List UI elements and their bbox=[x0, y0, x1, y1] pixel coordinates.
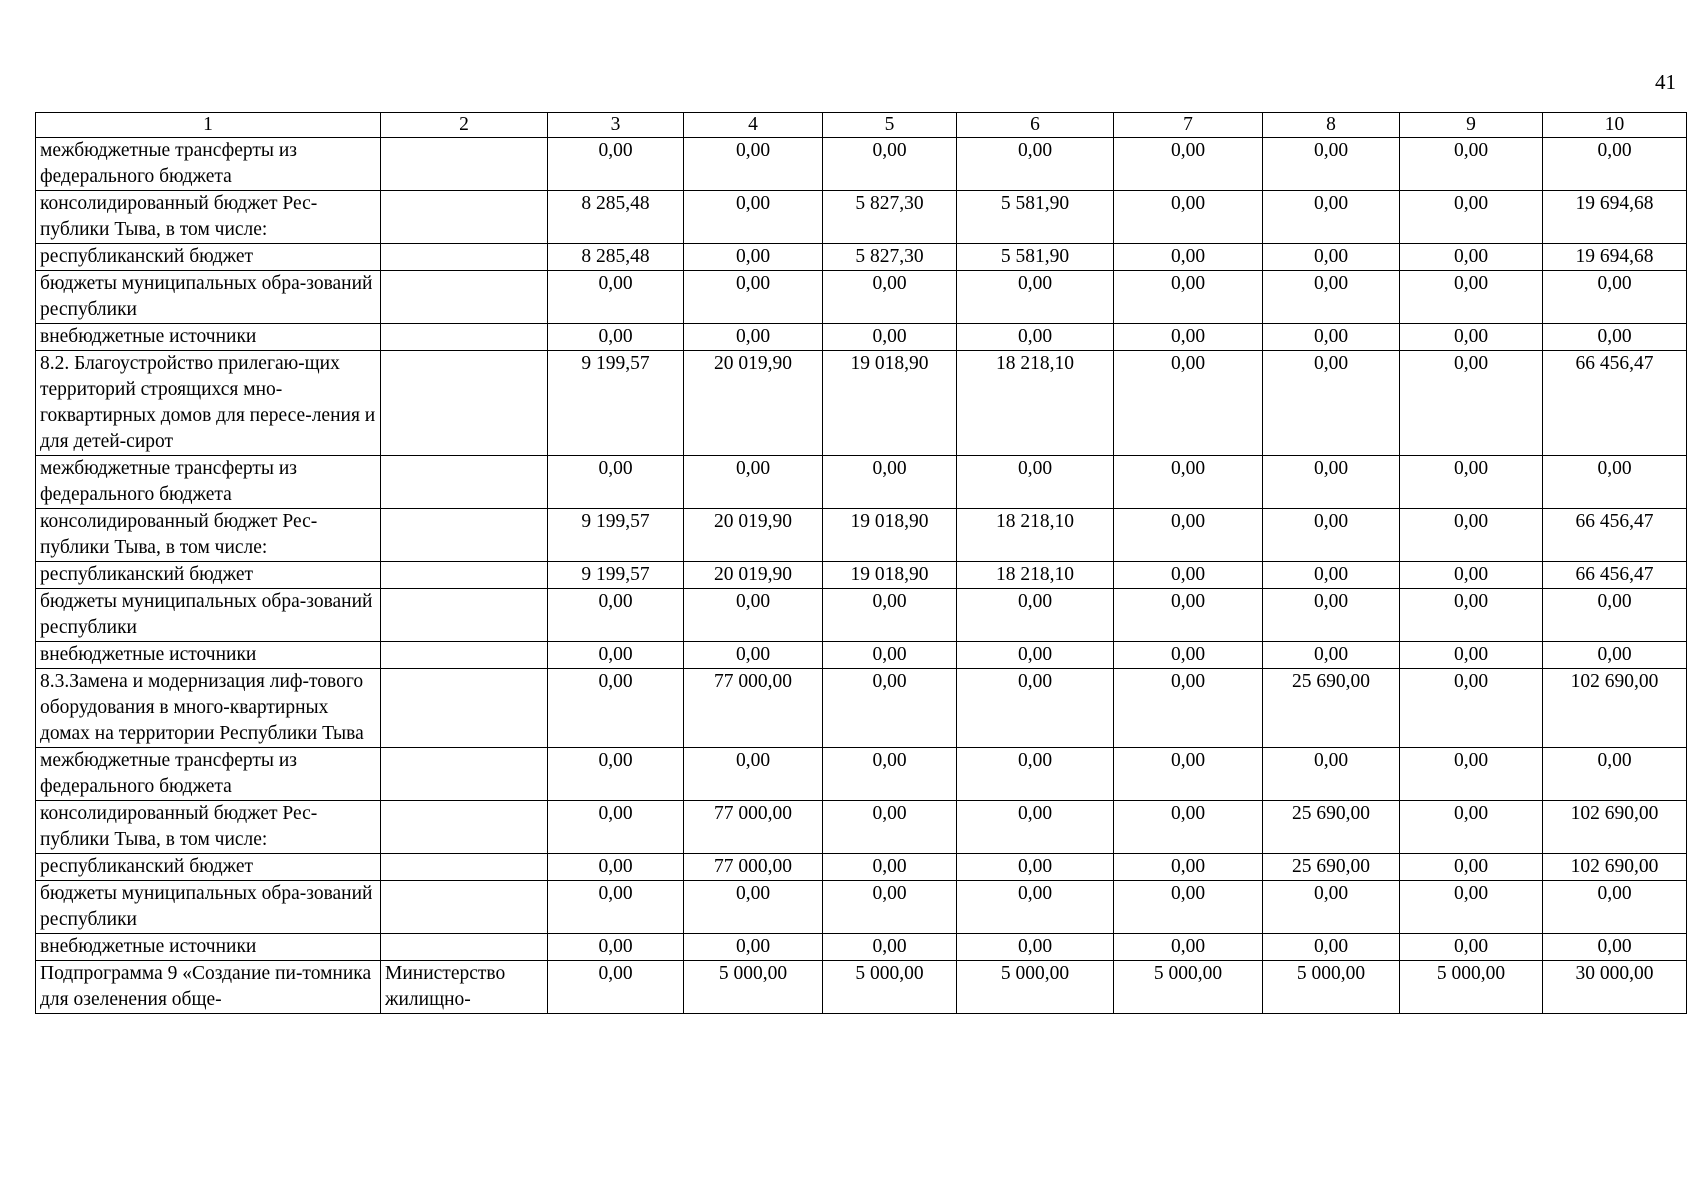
value-cell: 0,00 bbox=[1114, 562, 1263, 589]
value-cell: 0,00 bbox=[684, 642, 823, 669]
value-cell: 0,00 bbox=[1543, 324, 1687, 351]
header-row bbox=[36, 113, 1687, 138]
value-cell: 0,00 bbox=[1263, 934, 1400, 961]
row-label: консолидированный бюджет Рес-публики Тыва, в том числе: bbox=[36, 801, 381, 854]
responsible-executor bbox=[381, 881, 548, 934]
page-number: 41 bbox=[1655, 70, 1676, 94]
value-cell: 77 000,00 bbox=[684, 669, 823, 748]
column-header: 5 bbox=[823, 113, 957, 138]
value-cell: 0,00 bbox=[1543, 642, 1687, 669]
column-header: 8 bbox=[1263, 113, 1400, 138]
responsible-executor bbox=[381, 934, 548, 961]
value-cell: 0,00 bbox=[823, 324, 957, 351]
value-cell: 0,00 bbox=[1400, 642, 1543, 669]
value-cell: 0,00 bbox=[548, 642, 684, 669]
column-header: 1 bbox=[36, 113, 381, 138]
value-cell: 0,00 bbox=[957, 456, 1114, 509]
value-cell: 0,00 bbox=[1400, 854, 1543, 881]
row-label: межбюджетные трансферты из федерального бюджета bbox=[36, 456, 381, 509]
value-cell: 0,00 bbox=[548, 748, 684, 801]
value-cell: 0,00 bbox=[1400, 748, 1543, 801]
value-cell: 0,00 bbox=[823, 456, 957, 509]
row-label: консолидированный бюджет Рес-публики Тыва, в том числе: bbox=[36, 191, 381, 244]
value-cell: 9 199,57 bbox=[548, 562, 684, 589]
value-cell: 0,00 bbox=[1114, 138, 1263, 191]
table-row bbox=[36, 801, 1687, 854]
value-cell: 0,00 bbox=[1543, 748, 1687, 801]
value-cell: 0,00 bbox=[684, 324, 823, 351]
value-cell: 5 000,00 bbox=[1114, 961, 1263, 1014]
row-label: внебюджетные источники bbox=[36, 642, 381, 669]
value-cell: 5 000,00 bbox=[1400, 961, 1543, 1014]
value-cell: 0,00 bbox=[957, 271, 1114, 324]
row-label: межбюджетные трансферты из федерального бюджета bbox=[36, 138, 381, 191]
responsible-executor bbox=[381, 854, 548, 881]
value-cell: 0,00 bbox=[1543, 881, 1687, 934]
value-cell: 5 000,00 bbox=[823, 961, 957, 1014]
value-cell: 0,00 bbox=[823, 854, 957, 881]
value-cell: 66 456,47 bbox=[1543, 351, 1687, 456]
table-row bbox=[36, 562, 1687, 589]
value-cell: 66 456,47 bbox=[1543, 509, 1687, 562]
value-cell: 0,00 bbox=[684, 271, 823, 324]
value-cell: 8 285,48 bbox=[548, 191, 684, 244]
value-cell: 0,00 bbox=[1114, 881, 1263, 934]
value-cell: 0,00 bbox=[1400, 456, 1543, 509]
value-cell: 0,00 bbox=[1400, 801, 1543, 854]
value-cell: 0,00 bbox=[957, 801, 1114, 854]
value-cell: 0,00 bbox=[1263, 562, 1400, 589]
responsible-executor bbox=[381, 562, 548, 589]
value-cell: 0,00 bbox=[1400, 324, 1543, 351]
value-cell: 0,00 bbox=[684, 589, 823, 642]
responsible-executor bbox=[381, 669, 548, 748]
value-cell: 0,00 bbox=[1400, 271, 1543, 324]
value-cell: 0,00 bbox=[1114, 191, 1263, 244]
value-cell: 0,00 bbox=[1263, 191, 1400, 244]
value-cell: 66 456,47 bbox=[1543, 562, 1687, 589]
value-cell: 0,00 bbox=[684, 934, 823, 961]
value-cell: 25 690,00 bbox=[1263, 801, 1400, 854]
table-row bbox=[36, 748, 1687, 801]
value-cell: 0,00 bbox=[1543, 934, 1687, 961]
value-cell: 0,00 bbox=[823, 934, 957, 961]
table-row bbox=[36, 351, 1687, 456]
value-cell: 0,00 bbox=[957, 854, 1114, 881]
value-cell: 102 690,00 bbox=[1543, 669, 1687, 748]
value-cell: 0,00 bbox=[1114, 642, 1263, 669]
value-cell: 9 199,57 bbox=[548, 351, 684, 456]
column-header: 4 bbox=[684, 113, 823, 138]
value-cell: 5 827,30 bbox=[823, 191, 957, 244]
column-header: 2 bbox=[381, 113, 548, 138]
table-body bbox=[36, 113, 1687, 1014]
value-cell: 0,00 bbox=[548, 669, 684, 748]
responsible-executor bbox=[381, 589, 548, 642]
responsible-executor bbox=[381, 351, 548, 456]
value-cell: 0,00 bbox=[1263, 456, 1400, 509]
value-cell: 19 694,68 bbox=[1543, 191, 1687, 244]
value-cell: 30 000,00 bbox=[1543, 961, 1687, 1014]
value-cell: 0,00 bbox=[548, 801, 684, 854]
responsible-executor bbox=[381, 456, 548, 509]
value-cell: 18 218,10 bbox=[957, 509, 1114, 562]
value-cell: 0,00 bbox=[957, 138, 1114, 191]
budget-table bbox=[35, 112, 1687, 1014]
row-label: 8.3.Замена и модернизация лиф-тового оборудования в много-квартирных домах на территории Республики Тыва bbox=[36, 669, 381, 748]
value-cell: 0,00 bbox=[1263, 642, 1400, 669]
value-cell: 0,00 bbox=[684, 138, 823, 191]
value-cell: 5 581,90 bbox=[957, 244, 1114, 271]
value-cell: 0,00 bbox=[957, 669, 1114, 748]
value-cell: 0,00 bbox=[1114, 669, 1263, 748]
value-cell: 5 827,30 bbox=[823, 244, 957, 271]
value-cell: 0,00 bbox=[548, 456, 684, 509]
column-header: 10 bbox=[1543, 113, 1687, 138]
column-header: 3 bbox=[548, 113, 684, 138]
value-cell: 0,00 bbox=[684, 748, 823, 801]
table-row bbox=[36, 934, 1687, 961]
value-cell: 0,00 bbox=[957, 642, 1114, 669]
value-cell: 0,00 bbox=[1263, 881, 1400, 934]
value-cell: 18 218,10 bbox=[957, 562, 1114, 589]
value-cell: 0,00 bbox=[1263, 748, 1400, 801]
row-label: бюджеты муниципальных обра-зований республики bbox=[36, 881, 381, 934]
value-cell: 20 019,90 bbox=[684, 562, 823, 589]
value-cell: 0,00 bbox=[548, 271, 684, 324]
value-cell: 0,00 bbox=[1543, 138, 1687, 191]
value-cell: 0,00 bbox=[684, 881, 823, 934]
value-cell: 19 018,90 bbox=[823, 562, 957, 589]
value-cell: 9 199,57 bbox=[548, 509, 684, 562]
column-header: 6 bbox=[957, 113, 1114, 138]
value-cell: 0,00 bbox=[1114, 271, 1263, 324]
value-cell: 0,00 bbox=[823, 138, 957, 191]
column-header: 7 bbox=[1114, 113, 1263, 138]
value-cell: 0,00 bbox=[1400, 589, 1543, 642]
table-row bbox=[36, 244, 1687, 271]
responsible-executor: Министерство жилищно- bbox=[381, 961, 548, 1014]
value-cell: 0,00 bbox=[1543, 271, 1687, 324]
row-label: Подпрограмма 9 «Создание пи-томника для озеленения обще- bbox=[36, 961, 381, 1014]
value-cell: 5 581,90 bbox=[957, 191, 1114, 244]
value-cell: 0,00 bbox=[823, 669, 957, 748]
value-cell: 18 218,10 bbox=[957, 351, 1114, 456]
table-row bbox=[36, 138, 1687, 191]
row-label: республиканский бюджет bbox=[36, 562, 381, 589]
value-cell: 0,00 bbox=[823, 748, 957, 801]
value-cell: 19 694,68 bbox=[1543, 244, 1687, 271]
row-label: межбюджетные трансферты из федерального бюджета bbox=[36, 748, 381, 801]
value-cell: 0,00 bbox=[1263, 271, 1400, 324]
value-cell: 0,00 bbox=[823, 642, 957, 669]
value-cell: 20 019,90 bbox=[684, 351, 823, 456]
value-cell: 0,00 bbox=[1114, 456, 1263, 509]
row-label: бюджеты муниципальных обра-зований республики bbox=[36, 271, 381, 324]
value-cell: 0,00 bbox=[548, 881, 684, 934]
row-label: республиканский бюджет bbox=[36, 244, 381, 271]
value-cell: 77 000,00 bbox=[684, 854, 823, 881]
row-label: бюджеты муниципальных обра-зований республики bbox=[36, 589, 381, 642]
value-cell: 20 019,90 bbox=[684, 509, 823, 562]
value-cell: 0,00 bbox=[1114, 509, 1263, 562]
table-row bbox=[36, 509, 1687, 562]
value-cell: 0,00 bbox=[684, 191, 823, 244]
value-cell: 102 690,00 bbox=[1543, 854, 1687, 881]
table-row bbox=[36, 589, 1687, 642]
value-cell: 0,00 bbox=[1114, 934, 1263, 961]
value-cell: 0,00 bbox=[1263, 589, 1400, 642]
table-row bbox=[36, 642, 1687, 669]
value-cell: 0,00 bbox=[1400, 138, 1543, 191]
responsible-executor bbox=[381, 748, 548, 801]
table-row bbox=[36, 324, 1687, 351]
value-cell: 25 690,00 bbox=[1263, 854, 1400, 881]
value-cell: 0,00 bbox=[1263, 244, 1400, 271]
responsible-executor bbox=[381, 324, 548, 351]
value-cell: 0,00 bbox=[957, 589, 1114, 642]
value-cell: 5 000,00 bbox=[684, 961, 823, 1014]
value-cell: 0,00 bbox=[1400, 881, 1543, 934]
value-cell: 5 000,00 bbox=[1263, 961, 1400, 1014]
column-header: 9 bbox=[1400, 113, 1543, 138]
value-cell: 0,00 bbox=[548, 324, 684, 351]
row-label: республиканский бюджет bbox=[36, 854, 381, 881]
table-row bbox=[36, 961, 1687, 1014]
value-cell: 19 018,90 bbox=[823, 509, 957, 562]
value-cell: 0,00 bbox=[957, 881, 1114, 934]
value-cell: 0,00 bbox=[1114, 801, 1263, 854]
value-cell: 0,00 bbox=[823, 271, 957, 324]
value-cell: 77 000,00 bbox=[684, 801, 823, 854]
value-cell: 0,00 bbox=[1114, 854, 1263, 881]
value-cell: 0,00 bbox=[684, 456, 823, 509]
table-row bbox=[36, 456, 1687, 509]
value-cell: 0,00 bbox=[1263, 509, 1400, 562]
table-row bbox=[36, 669, 1687, 748]
table-row bbox=[36, 191, 1687, 244]
value-cell: 0,00 bbox=[1400, 669, 1543, 748]
responsible-executor bbox=[381, 138, 548, 191]
row-label: 8.2. Благоустройство прилегаю-щих территорий строящихся мно-гоквартирных домов для пересе-ления и для детей-сирот bbox=[36, 351, 381, 456]
value-cell: 0,00 bbox=[1400, 351, 1543, 456]
value-cell: 0,00 bbox=[957, 748, 1114, 801]
row-label: внебюджетные источники bbox=[36, 934, 381, 961]
value-cell: 0,00 bbox=[548, 961, 684, 1014]
row-label: внебюджетные источники bbox=[36, 324, 381, 351]
value-cell: 0,00 bbox=[1263, 324, 1400, 351]
value-cell: 0,00 bbox=[548, 138, 684, 191]
responsible-executor bbox=[381, 191, 548, 244]
value-cell: 0,00 bbox=[1400, 509, 1543, 562]
value-cell: 19 018,90 bbox=[823, 351, 957, 456]
row-label: консолидированный бюджет Рес-публики Тыва, в том числе: bbox=[36, 509, 381, 562]
responsible-executor bbox=[381, 244, 548, 271]
value-cell: 0,00 bbox=[1543, 589, 1687, 642]
value-cell: 0,00 bbox=[823, 881, 957, 934]
responsible-executor bbox=[381, 271, 548, 324]
value-cell: 25 690,00 bbox=[1263, 669, 1400, 748]
value-cell: 0,00 bbox=[823, 801, 957, 854]
value-cell: 0,00 bbox=[1400, 191, 1543, 244]
value-cell: 102 690,00 bbox=[1543, 801, 1687, 854]
value-cell: 0,00 bbox=[1114, 748, 1263, 801]
responsible-executor bbox=[381, 509, 548, 562]
value-cell: 0,00 bbox=[1400, 934, 1543, 961]
value-cell: 0,00 bbox=[1263, 138, 1400, 191]
value-cell: 0,00 bbox=[1400, 562, 1543, 589]
value-cell: 8 285,48 bbox=[548, 244, 684, 271]
table-row bbox=[36, 881, 1687, 934]
value-cell: 0,00 bbox=[1543, 456, 1687, 509]
table-row bbox=[36, 271, 1687, 324]
table-row bbox=[36, 854, 1687, 881]
value-cell: 0,00 bbox=[1114, 324, 1263, 351]
value-cell: 0,00 bbox=[684, 244, 823, 271]
value-cell: 0,00 bbox=[957, 324, 1114, 351]
value-cell: 5 000,00 bbox=[957, 961, 1114, 1014]
value-cell: 0,00 bbox=[548, 854, 684, 881]
value-cell: 0,00 bbox=[823, 589, 957, 642]
value-cell: 0,00 bbox=[1114, 351, 1263, 456]
value-cell: 0,00 bbox=[1114, 589, 1263, 642]
value-cell: 0,00 bbox=[957, 934, 1114, 961]
responsible-executor bbox=[381, 801, 548, 854]
value-cell: 0,00 bbox=[548, 934, 684, 961]
value-cell: 0,00 bbox=[1400, 244, 1543, 271]
value-cell: 0,00 bbox=[1263, 351, 1400, 456]
responsible-executor bbox=[381, 642, 548, 669]
value-cell: 0,00 bbox=[548, 589, 684, 642]
value-cell: 0,00 bbox=[1114, 244, 1263, 271]
